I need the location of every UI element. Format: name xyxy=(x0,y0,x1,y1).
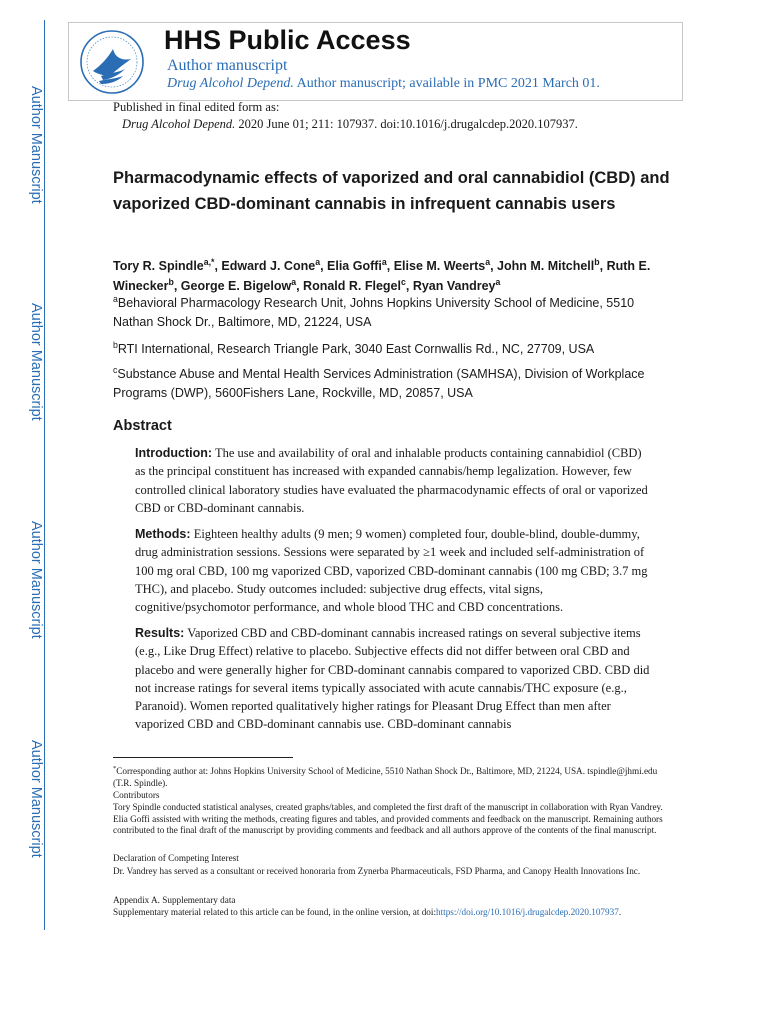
footnote-rule xyxy=(113,757,293,758)
hhs-eagle-logo-icon xyxy=(79,29,145,95)
abstract-results xyxy=(135,624,655,734)
affiliation-c-text: Substance Abuse and Mental Health Services Administration (SAMHSA), Division of Workplace Programs (DWP), 5600Fishers Lane, Rockville, MD, 20857, USA xyxy=(113,367,645,400)
introduction-label: Introduction: xyxy=(135,446,213,460)
side-label-3: Author Manuscript xyxy=(28,521,44,639)
footnote-appendix-end: . xyxy=(618,907,622,917)
supplementary-doi-link[interactable]: https://doi.org/10.1016/j.drugalcdep.2020.107937 xyxy=(436,907,619,917)
margin-rule xyxy=(44,20,45,930)
published-citation xyxy=(122,117,578,132)
affiliation-a xyxy=(113,294,658,332)
abstract-methods xyxy=(135,525,655,616)
author-list: Tory R. Spindle$^{a,*}$, Edward J. Cone$^a$, Elia Goffi$^a$, Elise M. Weerts$^a$, John M. Mitchell$^b$, Ruth E. Winecker$^b$, George E. Bigelow$^a$, Ronald R. Flegel$^c$, Ryan Vandrey$^a$ xyxy=(113,256,651,293)
author-2: Edward J. Cone xyxy=(221,259,316,273)
author-5: John M. Mitchell xyxy=(497,259,595,273)
footnote-corresponding xyxy=(113,766,663,789)
author-1: Tory R. Spindle xyxy=(113,259,204,273)
introduction-text: The use and availability of oral and inhalable products containing cannabidiol (CBD) as the principal constituent has increased with expanded cannabis/hemp legalization. However, few controlled clinical laboratory studies have evaluated the pharmacodynamic effects of oral or vaporized CBD or CBD-dominant cannabis. xyxy=(135,446,648,515)
published-label: Published in final edited form as: xyxy=(113,100,280,114)
footnote-contributors-head: Contributors xyxy=(113,790,160,800)
affiliation-c xyxy=(113,365,658,403)
published-journal: Drug Alcohol Depend. xyxy=(122,117,236,131)
author-9: Ryan Vandrey xyxy=(412,279,496,293)
author-8-sup: c xyxy=(400,276,406,287)
affiliation-a-sup: a xyxy=(113,293,118,304)
affiliation-b-text: RTI International, Research Triangle Park, 3040 East Cornwallis Rd., NC, 27709, USA xyxy=(117,342,595,356)
author-3-sup: a xyxy=(381,256,387,267)
header-title: HHS Public Access xyxy=(164,25,411,55)
abstract-introduction xyxy=(135,444,655,517)
footnote-interest-head: Declaration of Competing Interest xyxy=(113,853,239,863)
affiliation-b-sup: b xyxy=(113,339,118,350)
header-journal: Drug Alcohol Depend. xyxy=(167,76,294,91)
header-availability: Author manuscript; available in PMC 2021 March 01. xyxy=(293,76,600,91)
header-journal-line xyxy=(167,76,600,92)
methods-label: Methods: xyxy=(135,527,191,541)
footnote-appendix-head: Appendix A. Supplementary data xyxy=(113,895,236,905)
author-5-sup: b xyxy=(594,256,600,267)
published-details: 2020 June 01; 211: 107937. doi:10.1016/j.drugalcdep.2020.107937. xyxy=(235,117,578,131)
article-title: Pharmacodynamic effects of vaporized and oral cannabidiol (CBD) and vaporized CBD-dominant cannabis in infrequent cannabis users xyxy=(113,169,670,213)
author-4-sup: a xyxy=(485,256,491,267)
author-9-sup: a xyxy=(495,276,501,287)
header-subtitle: Author manuscript xyxy=(167,57,288,74)
hhs-header xyxy=(68,22,683,101)
author-6: Ruth E. Winecker xyxy=(113,259,651,293)
footnote-corresponding-text: Corresponding author at: Johns Hopkins University School of Medicine, 5510 Nathan Shock Dr., Baltimore, MD, 21224, USA. tspindle@jhmi.edu (T.R. Spindle). xyxy=(113,766,658,788)
author-7: George E. Bigelow xyxy=(180,279,292,293)
side-label-2: Author Manuscript xyxy=(28,303,44,421)
footnote-corresponding-sup: * xyxy=(113,764,117,772)
footnote-appendix-text: Supplementary material related to this article can be found, in the online version, at doi: xyxy=(113,907,436,917)
footnote-interest: Dr. Vandrey has served as a consultant or received honoraria from Zynerba Pharmaceuticals, FSD Pharma, and Canopy Health Innovations Inc. xyxy=(113,866,641,876)
author-8: Ronald R. Flegel xyxy=(303,279,401,293)
results-text: Vaporized CBD and CBD-dominant cannabis increased ratings on several subjective items (e.g., Like Drug Effect) relative to placebo. Subjective effects did not differ between oral CBD and placebo and were generally higher for CBD-dominant cannabis compared to vaporized CBD. CBD did not increase ratings for several items typically associated with acute cannabis/THC exposure (e.g., Paranoid). Women reported qualitatively higher ratings for Pleasant Drug Effect than men after vaporized CBD and CBD-dominant cannabis use. CBD-dominant cannabis xyxy=(135,626,650,732)
results-label: Results: xyxy=(135,626,185,640)
author-6-sup: b xyxy=(168,276,174,287)
footnote-contributors: Tory Spindle conducted statistical analyses, created graphs/tables, and completed the first draft of the manuscript in collaboration with Ryan Vandrey. Elia Goffi assisted with writing the methods, creating figures and tables, and provided comments and feedback on the manuscript. Remaining authors contributed to the final draft of the manuscript by providing comments and feedback and all authors approve of the contents of the final manuscript. xyxy=(113,802,663,836)
author-4: Elise M. Weerts xyxy=(393,259,486,273)
side-label-4: Author Manuscript xyxy=(28,740,44,858)
affiliation-a-text: Behavioral Pharmacology Research Unit, Johns Hopkins University School of Medicine, 5510 Nathan Shock Dr., Baltimore, MD, 21224, USA xyxy=(113,296,635,329)
affiliation-c-sup: c xyxy=(113,364,118,375)
author-1-sup: a,* xyxy=(203,256,215,267)
author-2-sup: a xyxy=(315,256,321,267)
author-7-sup: a xyxy=(291,276,297,287)
side-label-1: Author Manuscript xyxy=(28,86,44,204)
methods-text: Eighteen healthy adults (9 men; 9 women) completed four, double-blind, double-dummy, drug administration sessions. Sessions were separated by ≥1 week and included self-administration of 100 mg oral CBD, 100 mg vaporized CBD, vaporized CBD-dominant cannabis (100 mg CBD; 3.7 mg THC), and placebo. Study outcomes included: subjective drug effects, vital signs, cognitive/psychomotor performance, and whole blood THC and CBD concentrations. xyxy=(135,527,648,615)
footnote-appendix xyxy=(113,907,663,919)
affiliation-b xyxy=(113,340,658,359)
abstract-heading: Abstract xyxy=(113,418,172,434)
author-3: Elia Goffi xyxy=(327,259,382,273)
